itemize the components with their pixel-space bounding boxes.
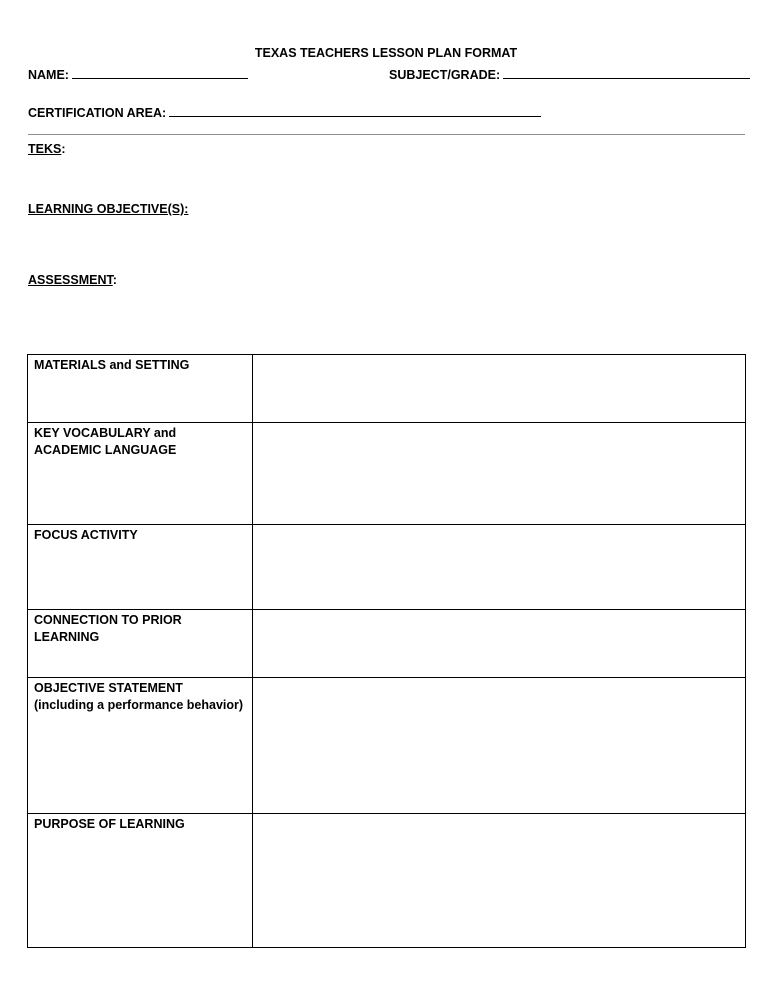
table-row: [28, 355, 746, 423]
table-row: [28, 423, 746, 525]
certification-area-label: CERTIFICATION AREA:: [28, 106, 167, 120]
subject-grade-input-line[interactable]: [503, 66, 750, 79]
objective-statement-cell[interactable]: [253, 678, 746, 814]
name-input-line[interactable]: [72, 66, 248, 79]
purpose-of-learning-cell[interactable]: [253, 814, 746, 948]
assessment-heading: ASSESSMENT:: [28, 273, 117, 287]
table-row: [28, 678, 746, 814]
table-row: [28, 814, 746, 948]
teks-heading: TEKS:: [28, 142, 66, 156]
name-field: [28, 66, 248, 82]
subject-grade-label: SUBJECT/GRADE:: [389, 68, 501, 82]
materials-setting-cell[interactable]: [253, 355, 746, 423]
document-title: TEXAS TEACHERS LESSON PLAN FORMAT: [254, 46, 518, 60]
name-label: NAME:: [28, 68, 69, 82]
assessment-label: ASSESSMENT: [28, 273, 113, 287]
header-divider: [28, 134, 745, 135]
subject-grade-field: [389, 66, 750, 82]
focus-activity-label: FOCUS ACTIVITY: [28, 525, 253, 610]
learning-objectives-heading: LEARNING OBJECTIVE(S):: [28, 202, 189, 216]
lesson-plan-table: [27, 354, 746, 948]
focus-activity-cell[interactable]: [253, 525, 746, 610]
certification-area-field: [28, 104, 541, 120]
teks-label: TEKS: [28, 142, 62, 156]
purpose-of-learning-label: PURPOSE OF LEARNING: [28, 814, 253, 948]
key-vocabulary-cell[interactable]: [253, 423, 746, 525]
objective-statement-label: OBJECTIVE STATEMENT (including a performance behavior): [28, 678, 253, 814]
table-row: [28, 610, 746, 678]
table-row: [28, 525, 746, 610]
materials-setting-label: MATERIALS and SETTING: [28, 355, 253, 423]
connection-prior-learning-cell[interactable]: [253, 610, 746, 678]
connection-prior-learning-label: CONNECTION TO PRIOR LEARNING: [28, 610, 253, 678]
certification-area-input-line[interactable]: [169, 104, 541, 117]
key-vocabulary-label: KEY VOCABULARY and ACADEMIC LANGUAGE: [28, 423, 253, 525]
